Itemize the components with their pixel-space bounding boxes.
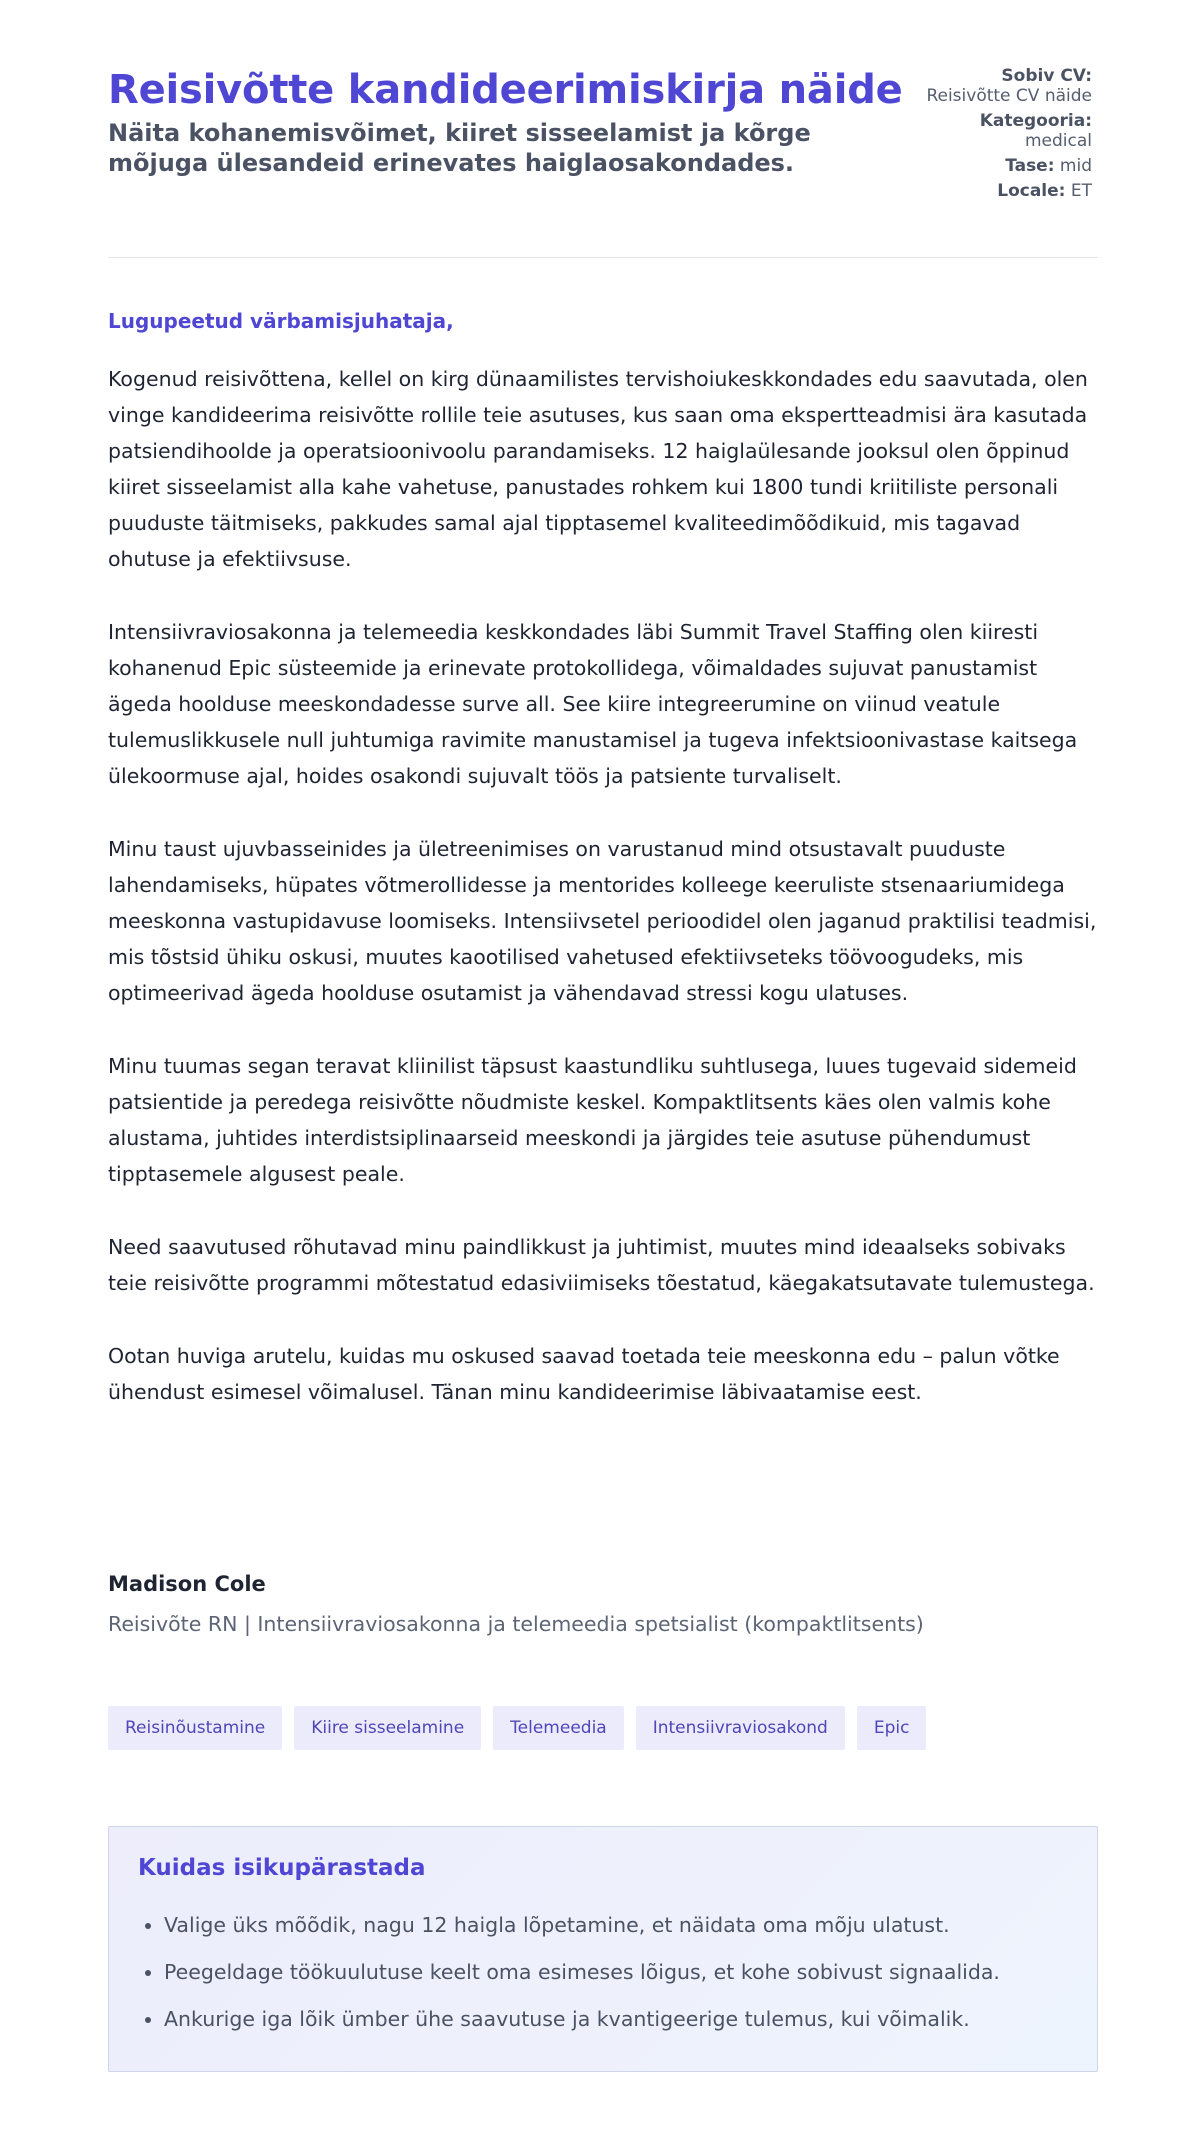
tag: Reisinõustamine [108, 1706, 282, 1750]
meta-level [872, 156, 1092, 176]
tips-item: • Valige üks mõõdik, nagu 12 haigla lõpetamine, et näidata oma mõju ulatust. [164, 1911, 1094, 1939]
tips-list [138, 1911, 1094, 2052]
meta-level-label: Tase: [1005, 156, 1055, 176]
meta-locale-label: Locale: [997, 181, 1066, 201]
tips-item: • Peegeldage töökuulutuse keelt oma esimeses lõigus, et kohe sobivust signaalida. [164, 1958, 1094, 1986]
meta-cv-label: Sobiv CV: [1001, 66, 1092, 86]
header-divider [108, 257, 1098, 258]
letter-paragraph: Ootan huviga arutelu, kuidas mu oskused saavad toetada teie meeskonna edu – palun võtke ühendust esimesel võimalusel. Tänan minu kandideerimise läbivaatamise eest. [108, 1344, 1060, 1404]
signature-role: Reisivõte RN | Intensiivraviosakonna ja telemeedia spetsialist (kompaktlitsents) [108, 1612, 924, 1636]
meta-locale [872, 181, 1092, 201]
signature-name: Madison Cole [108, 1572, 266, 1596]
meta-cv [872, 66, 1092, 106]
tips-item: • Ankurige iga lõik ümber ühe saavutuse ja kvantigeerige tulemus, kui võimalik. [164, 2005, 1094, 2033]
meta-level-value: mid [1059, 156, 1092, 176]
page-subtitle: Näita kohanemisvõimet, kiiret sisseelamist ja kõrge mõjuga ülesandeid erinevates haiglaosakondades. [108, 119, 811, 177]
letter-paragraph: Intensiivraviosakonna ja telemeedia keskkondades läbi Summit Travel Staffing olen kiiresti kohanenud Epic süsteemide ja erinevate protokollidega, võimaldades sujuvat panustamist ägeda hoolduse meeskondadesse surve all. See kiire integreerumine on viinud veatule tulemuslikkusele null juhtumiga ravimite manustamisel ja tugeva infektsioonivastase kaitsega ülekoormuse ajal, hoides osakondi sujuvalt töös ja patsiente turvaliselt. [108, 620, 1078, 788]
salutation: Lugupeetud värbamisjuhataja, [108, 309, 454, 333]
tag-list [108, 1706, 926, 1750]
meta-category [872, 111, 1092, 151]
meta-category-label: Kategooria: [979, 111, 1092, 131]
tag: Intensiivraviosakond [636, 1706, 845, 1750]
letter-paragraph: Need saavutused rõhutavad minu paindlikkust ja juhtimist, muutes mind ideaalseks sobivaks teie reisivõtte programmi mõtestatud edasiviimiseks tõestatud, käegakatsutavate tulemustega. [108, 1235, 1095, 1295]
tag: Kiire sisseelamine [294, 1706, 481, 1750]
tips-box [108, 1826, 1098, 2072]
meta-panel [872, 66, 1092, 206]
meta-locale-value: ET [1070, 181, 1092, 201]
meta-category-value: medical [1024, 131, 1092, 151]
letter-paragraph: Kogenud reisivõttena, kellel on kirg dünaamilistes tervishoiukeskkondades edu saavutada, olen vinge kandideerima reisivõtte rollile teie asutuses, kus saan oma ekspertteadmisi ära kasutada patsiendihoolde ja operatsioonivoolu parandamiseks. 12 haiglaülesande jooksul olen õppinud kiiret sisseelamist alla kahe vahetuse, panustades rohkem kui 1800 tundi kriitiliste personali puuduste täitmiseks, pakkudes samal ajal tipptasemel kvaliteedimõõdikuid, mis tagavad ohutuse ja efektiivsuse. [108, 367, 1088, 571]
page-title: Reisivõtte kandideerimiskirja näide [108, 67, 903, 113]
letter-paragraph: Minu tuumas segan teravat kliinilist täpsust kaastundliku suhtlusega, luues tugevaid sidemeid patsientide ja peredega reisivõtte nõudmiste keskel. Kompaktlitsents käes olen valmis kohe alustama, juhtides interdistsiplinaarseid meeskondi ja järgides teie asutuse pühendumust tipptasemele algusest peale. [108, 1054, 1077, 1186]
tag: Epic [857, 1706, 927, 1750]
letter-paragraph: Minu taust ujuvbasseinides ja ületreenimises on varustanud mind otsustavalt puuduste lahendamiseks, hüpates võtmerollidesse ja mentorides kolleege keeruliste stsenaariumidega meeskonna vastupidavuse loomiseks. Intensiivsetel perioodidel olen jaganud praktilisi teadmisi, mis tõstsid ühiku oskusi, muutes kaootilised vahetused efektiivseteks töövoogudeks, mis optimeerivad ägeda hoolduse osutamist ja vähendavad stressi kogu ulatuses. [108, 837, 1097, 1005]
tag: Telemeedia [493, 1706, 624, 1750]
letter-body [108, 361, 1103, 1447]
meta-cv-value: Reisivõtte CV näide [926, 86, 1092, 106]
tips-title: Kuidas isikupärastada [138, 1855, 426, 1881]
